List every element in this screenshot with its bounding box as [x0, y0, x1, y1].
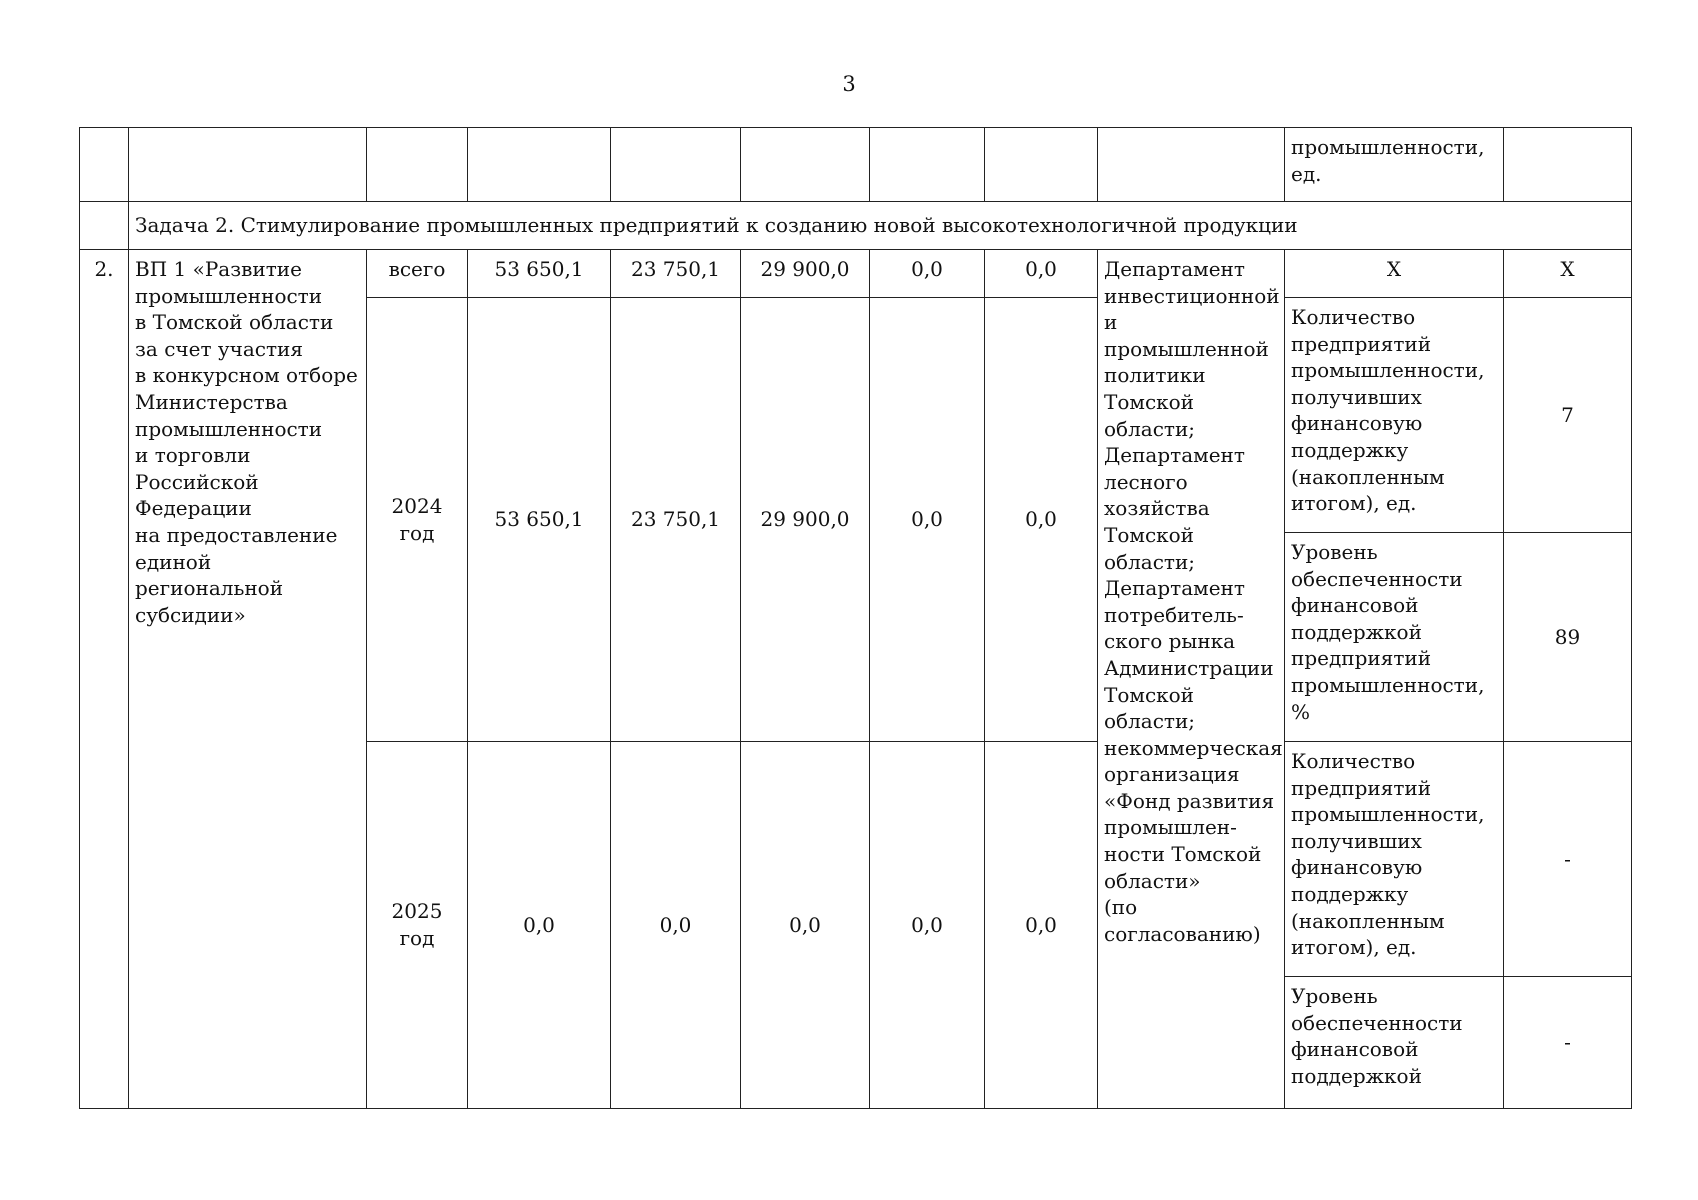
page-number: 3 — [842, 72, 856, 96]
indicator-value: 89 — [1504, 533, 1632, 742]
total-col-3: 29 900,0 — [741, 250, 870, 298]
task-title: Задача 2. Стимулирование промышленных предприятий к созданию новой высокотехнологичной продукции — [129, 202, 1632, 250]
continuation-row — [80, 128, 1632, 202]
indicator-value: 7 — [1504, 298, 1632, 533]
row-number: 2. — [80, 250, 129, 1109]
activity-name: ВП 1 «Развитие промышленности в Томской области за счет участия в конкурсном отборе Министерства промышленности и торговли Российской Федерации на предоставление единой региональной субсидии» — [129, 250, 367, 1109]
y2024-col-4: 0,0 — [870, 298, 985, 742]
total-col-4: 0,0 — [870, 250, 985, 298]
period-total: всего — [367, 250, 468, 298]
executor: Департамент инвестиционной и промышленной политики Томской области; Департамент лесного хозяйства Томской области; Департамент потребитель- ского рынка Администрации Томской области; некоммерческая организация «Фонд развития промышлен- ности Томской области» (по согласованию) — [1098, 250, 1285, 1109]
indicator-value: - — [1504, 977, 1632, 1109]
y2025-col-5: 0,0 — [985, 742, 1098, 1109]
y2024-col-5: 0,0 — [985, 298, 1098, 742]
total-col-1: 53 650,1 — [468, 250, 611, 298]
indicator-name: Уровень обеспеченности финансовой поддержкой — [1285, 977, 1504, 1109]
row-total — [80, 250, 1632, 298]
indicator-name: Уровень обеспеченности финансовой поддержкой предприятий промышленности, % — [1285, 533, 1504, 742]
y2025-col-1: 0,0 — [468, 742, 611, 1109]
task-row — [80, 202, 1632, 250]
y2024-col-1: 53 650,1 — [468, 298, 611, 742]
y2024-col-2: 23 750,1 — [611, 298, 741, 742]
indicator-name: Количество предприятий промышленности, получивших финансовую поддержку (накопленным итогом), ед. — [1285, 742, 1504, 977]
indicator-value: - — [1504, 742, 1632, 977]
y2024-col-3: 29 900,0 — [741, 298, 870, 742]
total-col-2: 23 750,1 — [611, 250, 741, 298]
indicator-name: Количество предприятий промышленности, получивших финансовую поддержку (накопленным итогом), ед. — [1285, 298, 1504, 533]
period-2025: 2025 год — [367, 742, 468, 1109]
y2025-col-4: 0,0 — [870, 742, 985, 1109]
y2025-col-2: 0,0 — [611, 742, 741, 1109]
period-2024: 2024 год — [367, 298, 468, 742]
indicator-x: Х — [1285, 250, 1504, 298]
program-table — [79, 127, 1632, 1109]
y2025-col-3: 0,0 — [741, 742, 870, 1109]
total-col-5: 0,0 — [985, 250, 1098, 298]
value-x: Х — [1504, 250, 1632, 298]
indicator-cell: промышленности, ед. — [1285, 128, 1504, 202]
